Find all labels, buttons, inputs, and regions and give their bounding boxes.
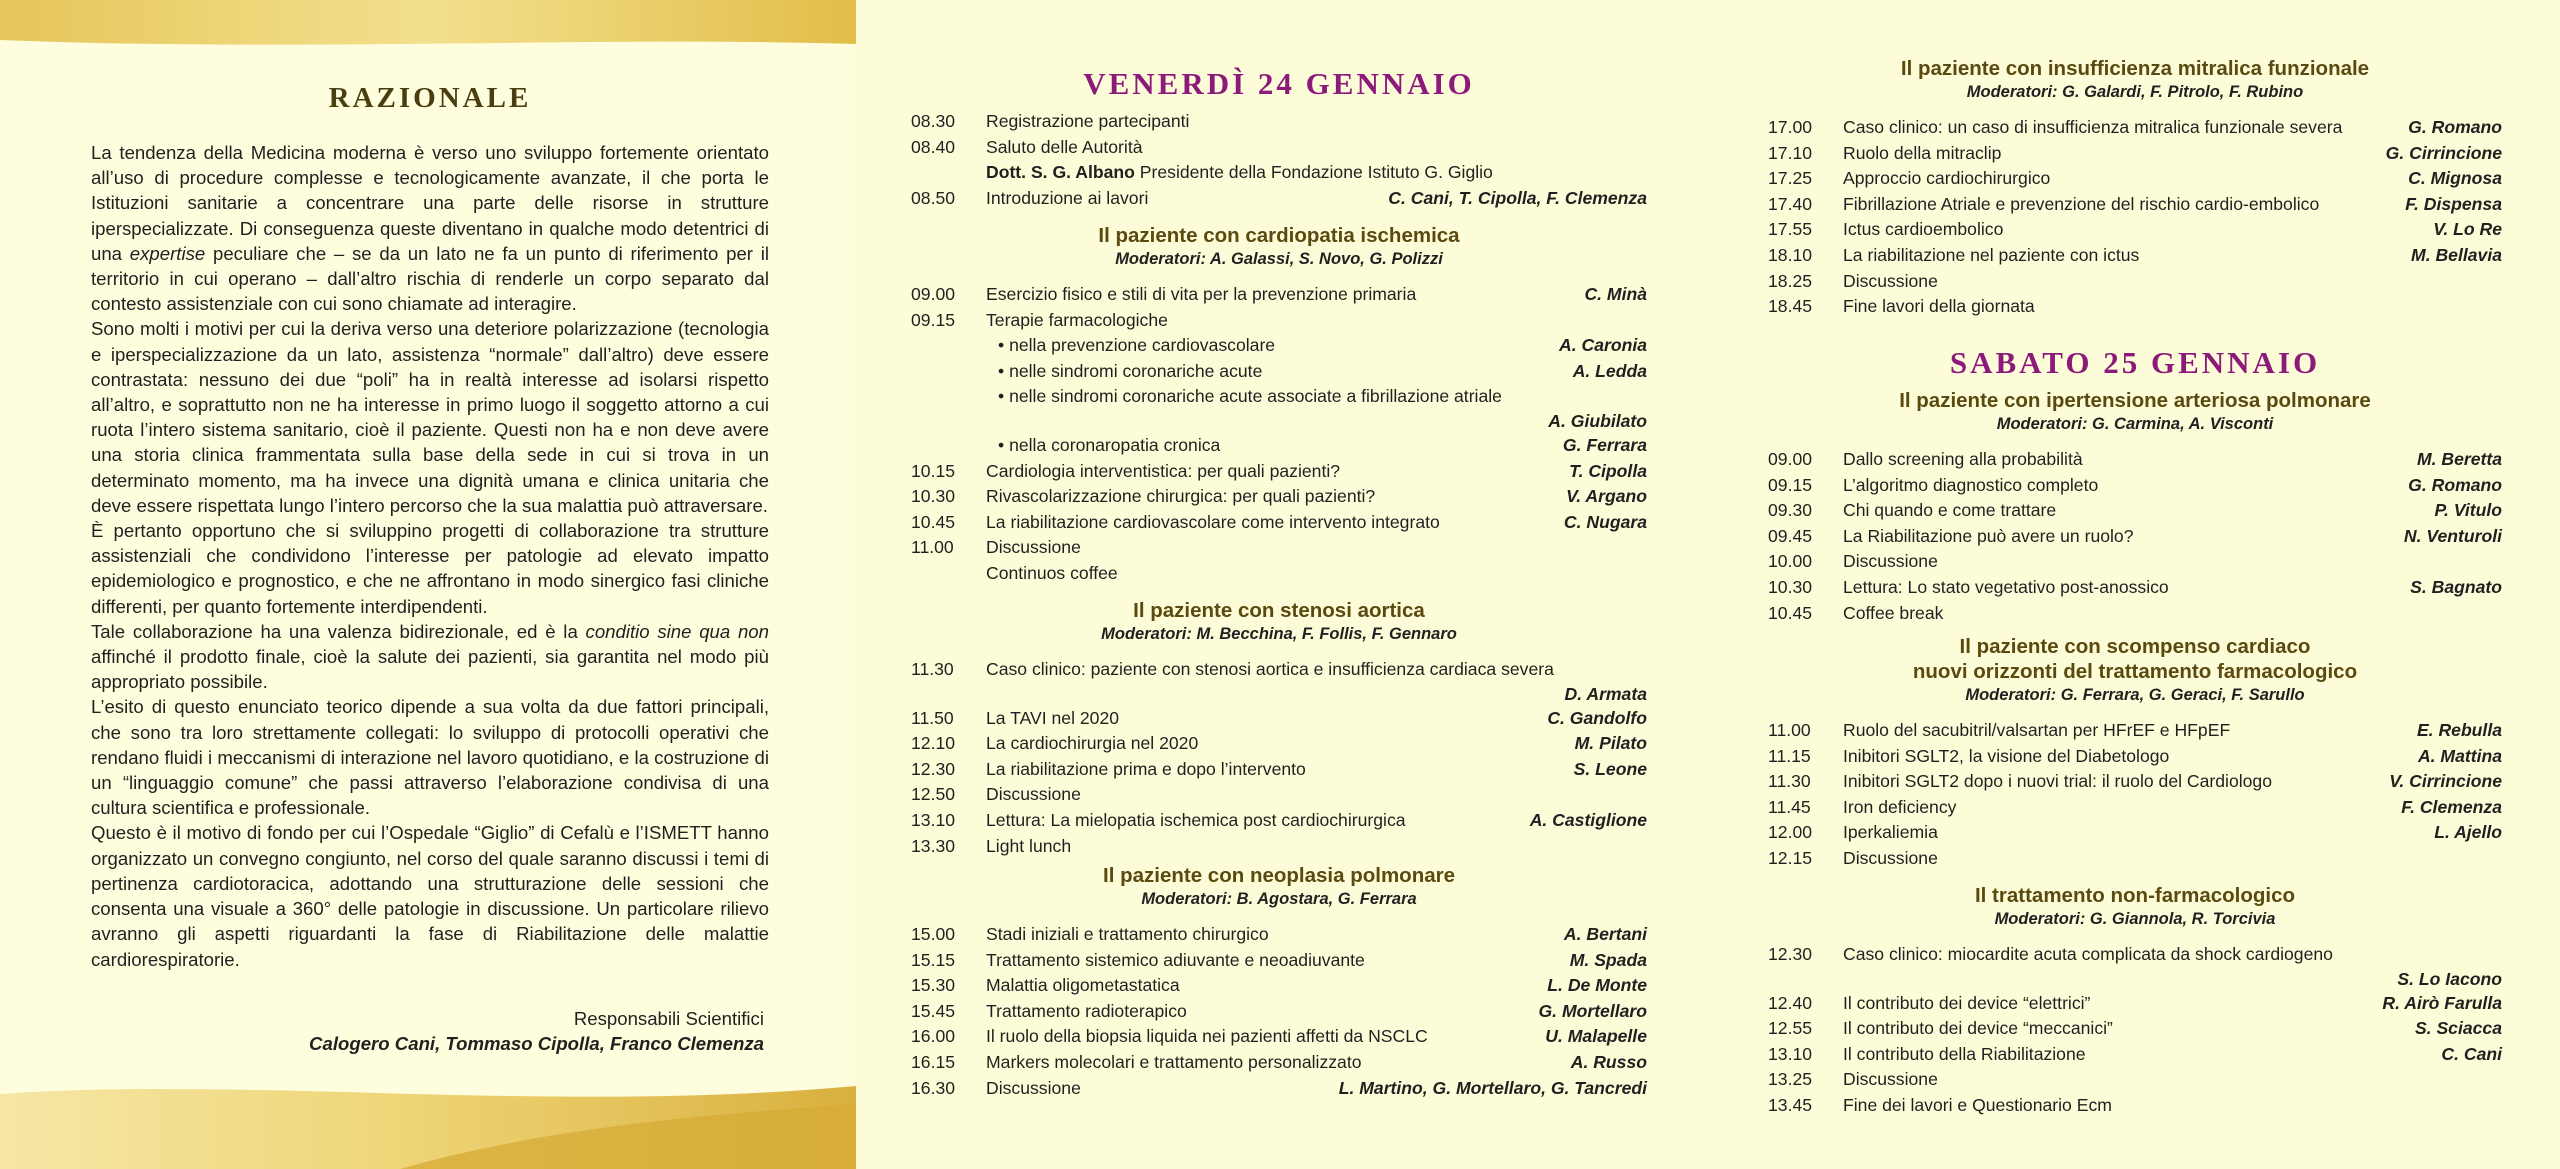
topic: Il ruolo della biopsia liquida nei pazienti affetti da NSCLC xyxy=(986,1026,1428,1047)
speaker: L. Martino, G. Mortellaro, G. Tancredi xyxy=(1338,1077,1647,1098)
program-row xyxy=(911,948,1647,974)
topic: Lettura: Lo stato vegetativo post-anossico xyxy=(1843,576,2169,597)
razionale-title: RAZIONALE xyxy=(328,82,532,114)
time: 13.25 xyxy=(1768,1069,1813,1090)
razionale-paragraph xyxy=(91,140,769,316)
speaker: S. Lo Iacono xyxy=(2397,968,2502,989)
razionale-paragraph xyxy=(91,820,769,971)
topic: La cardiochirurgia nel 2020 xyxy=(986,733,1199,754)
program-row xyxy=(1768,166,2502,192)
speaker: V. Lo Re xyxy=(2433,219,2502,240)
speaker: L. De Monte xyxy=(1547,975,1647,996)
topic: • nella coronaropatia cronica xyxy=(986,433,1551,459)
program-row xyxy=(911,535,1647,561)
time: 18.10 xyxy=(1768,244,1813,265)
topic: Fibrillazione Atriale e prevenzione del rischio cardio-embolico xyxy=(1843,193,2320,214)
program-row xyxy=(1768,769,2502,795)
program-row xyxy=(1768,991,2502,1017)
time: 15.45 xyxy=(911,1000,956,1021)
time: 11.30 xyxy=(911,659,954,679)
topic: Dallo screening alla probabilità xyxy=(1843,449,2083,469)
signature-names: Calogero Cani, Tommaso Cipolla, Franco Clemenza xyxy=(309,1033,764,1054)
speaker: G. Mortellaro xyxy=(1538,1000,1647,1021)
speaker: M. Bellavia xyxy=(2411,244,2502,265)
session-moderators: Moderatori: B. Agostara, G. Ferrara xyxy=(1141,890,1417,908)
program-row xyxy=(911,510,1647,536)
time: 10.00 xyxy=(1768,551,1813,572)
time: 13.10 xyxy=(911,809,956,830)
session-moderators: Moderatori: G. Carmina, A. Visconti xyxy=(1996,415,2274,433)
razionale-emphasis: conditio sine qua non xyxy=(585,620,769,642)
razionale-body xyxy=(91,140,769,972)
razionale-paragraph xyxy=(91,619,769,695)
speaker: G. Romano xyxy=(2408,117,2502,137)
time: 17.40 xyxy=(1768,193,1813,214)
program-row xyxy=(1768,1016,2502,1042)
razionale-paragraph xyxy=(91,694,769,820)
program-row xyxy=(911,657,1647,683)
session-moderators: Moderatori: G. Galardi, F. Pitrolo, F. Rubino xyxy=(1966,83,2304,101)
speaker: C. Cani xyxy=(2441,1043,2502,1064)
razionale-panel xyxy=(0,0,856,1169)
time: 10.30 xyxy=(1768,576,1813,597)
time: 17.55 xyxy=(1768,219,1813,240)
razionale-text: L’esito di questo enunciato teorico dipende a sua volta da due fattori principali, che sono tra loro strettamente collegati: lo sviluppo di protocolli operativi che rendano fluidi i meccanismi di interazione nel lavoro quotidiano, e la costruzione di un “linguaggio comune” che passi attraverso l’elaborazione condivisa di una cultura scientifica e professionale. xyxy=(91,696,769,819)
speaker: S. Sciacca xyxy=(2414,1018,2502,1039)
topic: Fine lavori della giornata xyxy=(1843,296,2035,317)
time: 12.30 xyxy=(1768,944,1813,964)
time: 13.10 xyxy=(1768,1043,1813,1064)
program-row xyxy=(911,1050,1647,1076)
program-row xyxy=(911,333,1647,359)
program-row xyxy=(911,922,1647,948)
session-moderators: Moderatori: A. Galassi, S. Novo, G. Polizzi xyxy=(1115,250,1443,268)
program-row xyxy=(1768,243,2502,269)
program-row xyxy=(1768,524,2502,550)
time: 10.45 xyxy=(911,511,956,532)
time xyxy=(911,384,986,410)
session-title: Il paziente con insufficienza mitralica funzionale xyxy=(1900,57,2370,80)
speaker: A. Giubilato xyxy=(1548,410,1647,431)
program-row xyxy=(1768,846,2502,872)
speaker: F. Dispensa xyxy=(2405,193,2502,214)
topic: Saluto delle Autorità xyxy=(986,136,1143,157)
program-row xyxy=(1768,447,2502,473)
program-row xyxy=(911,561,1647,587)
speaker: A. Russo xyxy=(1570,1051,1647,1072)
time: 08.40 xyxy=(911,136,956,157)
topic: Caso clinico: paziente con stenosi aortica e insufficienza cardiaca severa xyxy=(986,659,1554,679)
time: 12.55 xyxy=(1768,1018,1813,1039)
razionale-text: La tendenza della Medicina moderna è verso uno sviluppo fortemente orientato all’uso di procedure complesse e tecnologicamente avanzate, il che porta le Istituzioni sanitarie a concentrare una parte delle risorse in strutture iperspecializzate. Di conseguenza queste diventano in qualche modo detentrici di una xyxy=(91,142,769,264)
topic: Markers molecolari e trattamento personalizzato xyxy=(986,1051,1362,1072)
program-row xyxy=(1768,192,2502,218)
time: 15.00 xyxy=(911,924,956,944)
top-wave-decoration xyxy=(0,0,856,48)
speaker: V. Cirrincione xyxy=(2389,771,2502,792)
program-row xyxy=(911,1076,1647,1102)
program-row xyxy=(911,834,1647,860)
time: 11.50 xyxy=(911,707,954,728)
topic: Il contributo della Riabilitazione xyxy=(1843,1043,2086,1064)
time: 12.00 xyxy=(1768,822,1813,843)
speaker: G. Ferrara xyxy=(1562,434,1647,455)
time: 08.30 xyxy=(911,111,956,131)
time: 12.10 xyxy=(911,733,956,754)
time: 16.15 xyxy=(911,1051,956,1072)
speaker: C. Nugara xyxy=(1563,511,1647,532)
session-title: Il paziente con cardiopatia ischemica xyxy=(1098,224,1460,247)
speaker: P. Vitulo xyxy=(2434,500,2502,521)
topic: Discussione xyxy=(986,784,1081,805)
program-row xyxy=(1768,549,2502,575)
program-row xyxy=(1768,141,2502,167)
time: 13.30 xyxy=(911,835,956,856)
program-row xyxy=(1768,744,2502,770)
session-aortic xyxy=(911,598,1647,859)
program-row xyxy=(911,160,1647,186)
program-row xyxy=(911,282,1647,308)
topic: Terapie farmacologiche xyxy=(986,309,1168,330)
program-row xyxy=(1768,1093,2502,1119)
topic: Stadi iniziali e trattamento chirurgico xyxy=(986,924,1269,944)
time: 11.15 xyxy=(1768,745,1811,766)
razionale-text: È pertanto opportuno che si sviluppino progetti di collaborazione tra strutture assistenziali che condividono l’interesse per patologie ad elevato impatto epidemiologico e prognostico, e che ne affrontano in modo sinergico fasi cliniche differenti, per quanto fortemente interdipendenti. xyxy=(91,520,769,617)
signature-label: Responsabili Scientifici xyxy=(573,1008,764,1029)
topic: Chi quando e come trattare xyxy=(1843,500,2057,521)
razionale-text: affinché il prodotto finale, cioè la salute dei pazienti, sia garantita nel modo più appropriato possibile. xyxy=(91,646,769,693)
time: 17.25 xyxy=(1768,168,1813,189)
speaker: G. Romano xyxy=(2408,474,2502,495)
topic: Rivascolarizzazione chirurgica: per quali pazienti? xyxy=(986,486,1376,507)
speaker: A. Bertani xyxy=(1563,924,1647,944)
topic: Discussione xyxy=(1843,847,1938,868)
time xyxy=(911,333,986,359)
topic-text: Presidente della Fondazione Istituto G. Giglio xyxy=(1134,162,1493,183)
time: 12.50 xyxy=(911,784,956,805)
topic: Fine dei lavori e Questionario Ecm xyxy=(1843,1094,2112,1115)
speaker: A. Mattina xyxy=(2417,745,2502,766)
speaker: A. Caronia xyxy=(1559,335,1647,356)
program-row xyxy=(1768,269,2502,295)
speaker: C. Minà xyxy=(1584,284,1647,304)
program-row xyxy=(911,1024,1647,1050)
topic: Inibitori SGLT2, la visione del Diabetologo xyxy=(1843,745,2170,766)
topic: • nelle sindromi coronariche acute associate a fibrillazione atriale xyxy=(986,384,1647,410)
speaker: C. Gandolfo xyxy=(1547,707,1647,728)
speaker: M. Beretta xyxy=(2416,449,2502,469)
time xyxy=(911,160,986,186)
topic: La riabilitazione cardiovascolare come intervento integrato xyxy=(986,511,1440,532)
topic: Light lunch xyxy=(986,835,1072,856)
topic: La Riabilitazione può avere un ruolo? xyxy=(1843,525,2134,546)
program-row xyxy=(1768,795,2502,821)
razionale-emphasis: expertise xyxy=(129,242,206,264)
topic: Registrazione partecipanti xyxy=(986,111,1190,131)
topic: Cardiologia interventistica: per quali pazienti? xyxy=(986,460,1341,481)
program-row xyxy=(1768,1067,2502,1093)
topic: Approccio cardiochirurgico xyxy=(1843,168,2051,189)
program-row xyxy=(1768,718,2502,744)
speaker: S. Bagnato xyxy=(2410,576,2502,597)
topic: Ruolo della mitraclip xyxy=(1843,142,2002,163)
time: 09.00 xyxy=(1768,449,1813,469)
session-moderators: Moderatori: G. Ferrara, G. Geraci, F. Sarullo xyxy=(1965,686,2305,704)
razionale-paragraph xyxy=(91,316,769,518)
topic: La riabilitazione prima e dopo l’intervento xyxy=(986,758,1306,779)
time xyxy=(911,561,986,587)
time: 12.40 xyxy=(1768,992,1813,1013)
topic: Iperkaliemia xyxy=(1843,822,1938,843)
speaker: T. Cipolla xyxy=(1569,460,1647,481)
time: 09.15 xyxy=(1768,474,1813,495)
speaker: N. Venturoli xyxy=(2403,525,2502,546)
time: 11.00 xyxy=(1768,720,1811,740)
time: 11.00 xyxy=(911,537,954,558)
razionale-paragraph xyxy=(91,518,769,619)
program-row xyxy=(911,782,1647,808)
razionale-text: Questo è il motivo di fondo per cui l’Ospedale “Giglio” di Cefalù e l’ISMETT hanno organizzato un convegno congiunto, nel corso del quale saranno discussi i temi di pertinenza cardiotoracica, adottando una strutturazione delle sessioni che consenta una visuale a 360° delle patologie in discussione. Un particolare rilievo avranno gli aspetti riguardanti la fase di Riabilitazione delle malattie cardiorespiratorie. xyxy=(91,822,769,970)
speaker: G. Cirrincione xyxy=(2385,142,2502,163)
time: 16.30 xyxy=(911,1077,956,1098)
time: 17.10 xyxy=(1768,142,1813,163)
saturday-title: SABATO 25 GENNAIO xyxy=(1949,345,2321,380)
topic: La riabilitazione nel paziente con ictus xyxy=(1843,244,2140,265)
speaker: C. Cani, T. Cipolla, F. Clemenza xyxy=(1388,187,1647,208)
session-pulmonary-hypertension xyxy=(1768,388,2502,626)
speaker: M. Pilato xyxy=(1574,733,1647,754)
program-row xyxy=(1768,820,2502,846)
session-heart-failure xyxy=(1768,634,2502,872)
topic: • nella prevenzione cardiovascolare xyxy=(986,333,1547,359)
session-title: Il trattamento non-farmacologico xyxy=(1974,884,2296,907)
time: 12.30 xyxy=(911,758,956,779)
session-non-pharma xyxy=(1768,883,2502,1119)
session-title: Il paziente con neoplasia polmonare xyxy=(1103,864,1455,887)
program-row xyxy=(1768,601,2502,627)
session-title: Il paziente con stenosi aortica xyxy=(1133,599,1425,622)
session-ischemic xyxy=(911,223,1647,587)
time: 11.45 xyxy=(1768,796,1811,817)
program-row xyxy=(911,109,1647,135)
time: 10.30 xyxy=(911,486,956,507)
program-row xyxy=(911,186,1647,212)
friday-opening xyxy=(911,109,1647,211)
topic: Discussione xyxy=(986,537,1081,558)
program-row xyxy=(1768,294,2502,320)
topic: Trattamento radioterapico xyxy=(986,1000,1187,1021)
time: 09.15 xyxy=(911,309,956,330)
topic-bold: Dott. S. G. Albano xyxy=(986,162,1135,183)
topic: Inibitori SGLT2 dopo i nuovi trial: il ruolo del Cardiologo xyxy=(1843,771,2272,792)
speaker: E. Rebulla xyxy=(2416,720,2502,740)
time: 10.45 xyxy=(1768,602,1813,623)
razionale-text: Tale collaborazione ha una valenza bidirezionale, ed è la xyxy=(91,620,586,642)
topic: Discussione xyxy=(1843,270,1938,291)
time: 17.00 xyxy=(1768,117,1813,137)
topic: Caso clinico: miocardite acuta complicata da shock cardiogeno xyxy=(1843,944,2333,964)
speaker: M. Spada xyxy=(1569,949,1647,970)
topic: Iron deficiency xyxy=(1843,796,1957,817)
session-mitral xyxy=(1768,56,2502,320)
speaker: D. Armata xyxy=(1564,683,1647,704)
speaker: A. Ledda xyxy=(1572,360,1647,381)
time: 15.30 xyxy=(911,975,956,996)
speaker: U. Malapelle xyxy=(1545,1026,1647,1047)
razionale-text: peculiare che – se da un lato ne fa un punto di riferimento per il territorio in cui operano – dall’altro rischia di renderle un corpo separato dal contesto assistenziale con cui sono chiamate ad interagire. xyxy=(91,242,769,315)
program-row xyxy=(1768,575,2502,601)
program-row xyxy=(1768,115,2502,141)
topic: Discussione xyxy=(1843,1069,1938,1090)
topic: Ictus cardioembolico xyxy=(1843,219,2004,240)
session-moderators: Moderatori: G. Giannola, R. Torcivia xyxy=(1994,910,2276,928)
speaker: F. Clemenza xyxy=(2401,796,2502,817)
time: 18.25 xyxy=(1768,270,1813,291)
program-row xyxy=(911,757,1647,783)
program-row xyxy=(911,484,1647,510)
program-row xyxy=(911,808,1647,834)
topic: Ruolo del sacubitril/valsartan per HFrEF e HFpEF xyxy=(1843,720,2231,740)
topic: Caso clinico: un caso di insufficienza mitralica funzionale severa xyxy=(1843,117,2343,137)
topic: Malattia oligometastatica xyxy=(986,975,1180,996)
topic: Esercizio fisico e stili di vita per la prevenzione primaria xyxy=(986,284,1417,304)
time: 09.00 xyxy=(911,284,956,304)
topic: Coffee break xyxy=(1843,602,1944,623)
time: 16.00 xyxy=(911,1026,956,1047)
speaker: S. Leone xyxy=(1573,758,1647,779)
topic: L’algoritmo diagnostico completo xyxy=(1843,474,2099,495)
session-moderators: Moderatori: M. Becchina, F. Follis, F. Gennaro xyxy=(1101,625,1457,643)
speaker: L. Ajello xyxy=(2434,822,2502,843)
time: 13.45 xyxy=(1768,1094,1813,1115)
program-row xyxy=(911,308,1647,334)
session-title: Il paziente con scompenso cardiaco xyxy=(1959,635,2311,658)
program-row xyxy=(911,731,1647,757)
speaker: R. Airò Farulla xyxy=(2382,992,2502,1013)
program-row xyxy=(911,973,1647,999)
program-row xyxy=(1768,498,2502,524)
program-row xyxy=(911,999,1647,1025)
topic xyxy=(986,160,1647,186)
friday-title: VENERDÌ 24 GENNAIO xyxy=(1083,66,1475,101)
session-lung xyxy=(911,863,1647,1101)
program-row xyxy=(911,135,1647,161)
program-row xyxy=(1768,473,2502,499)
time: 12.15 xyxy=(1768,847,1813,868)
topic: Introduzione ai lavori xyxy=(986,187,1149,208)
program-row xyxy=(1768,217,2502,243)
program-row xyxy=(911,459,1647,485)
time xyxy=(911,359,986,385)
time: 09.30 xyxy=(1768,500,1813,521)
program-row xyxy=(911,359,1647,385)
time xyxy=(911,433,986,459)
time: 18.45 xyxy=(1768,296,1813,317)
time: 09.45 xyxy=(1768,525,1813,546)
speaker: A. Castiglione xyxy=(1529,809,1647,830)
razionale-text: Sono molti i motivi per cui la deriva verso una deteriore polarizzazione (tecnologia e iperspecializzazione da un lato, assistenza “normale” dall’altro) deve essere contrastata: nessuno dei due “poli” ha in realtà interesse ad isolarsi rispetto all’altro, e soprattutto non ne ha interesse in primo luogo il soggetto attorno a cui ruota l’intero sistema sanitario, cioè il paziente. Questi non ha e non deve avere una storia clinica frammentata sulla base della sede in cui si trova in un determinato momento, ma ha invece una dignità umana e clinica unitaria che deve essere rispettata lungo l’intero percorso che la sua malattia può attraversare. xyxy=(91,318,769,516)
topic: Discussione xyxy=(1843,551,1938,572)
time: 11.30 xyxy=(1768,771,1811,792)
topic: Il contributo dei device “meccanici” xyxy=(1843,1018,2113,1039)
program-row xyxy=(911,433,1647,459)
topic: La TAVI nel 2020 xyxy=(986,707,1120,728)
program-row xyxy=(1768,1042,2502,1068)
topic: • nelle sindromi coronariche acute xyxy=(986,359,1561,385)
program-row xyxy=(911,706,1647,732)
program-row xyxy=(1768,942,2502,968)
speaker: C. Mignosa xyxy=(2408,168,2502,189)
signature xyxy=(309,1006,764,1056)
time: 15.15 xyxy=(911,949,956,970)
time: 10.15 xyxy=(911,460,956,481)
topic: Trattamento sistemico adiuvante e neoadiuvante xyxy=(986,949,1365,970)
topic: Discussione xyxy=(986,1077,1081,1098)
time: 08.50 xyxy=(911,187,956,208)
session-title: Il paziente con ipertensione arteriosa polmonare xyxy=(1899,389,2371,412)
speaker: V. Argano xyxy=(1566,486,1647,507)
topic: Continuos coffee xyxy=(986,562,1118,583)
program-row xyxy=(911,384,1647,410)
session-subtitle: nuovi orizzonti del trattamento farmacologico xyxy=(1912,660,2358,683)
bottom-wave-decoration xyxy=(0,1074,856,1169)
topic: Lettura: La mielopatia ischemica post cardiochirurgica xyxy=(986,809,1406,830)
topic: Il contributo dei device “elettrici” xyxy=(1843,992,2091,1013)
